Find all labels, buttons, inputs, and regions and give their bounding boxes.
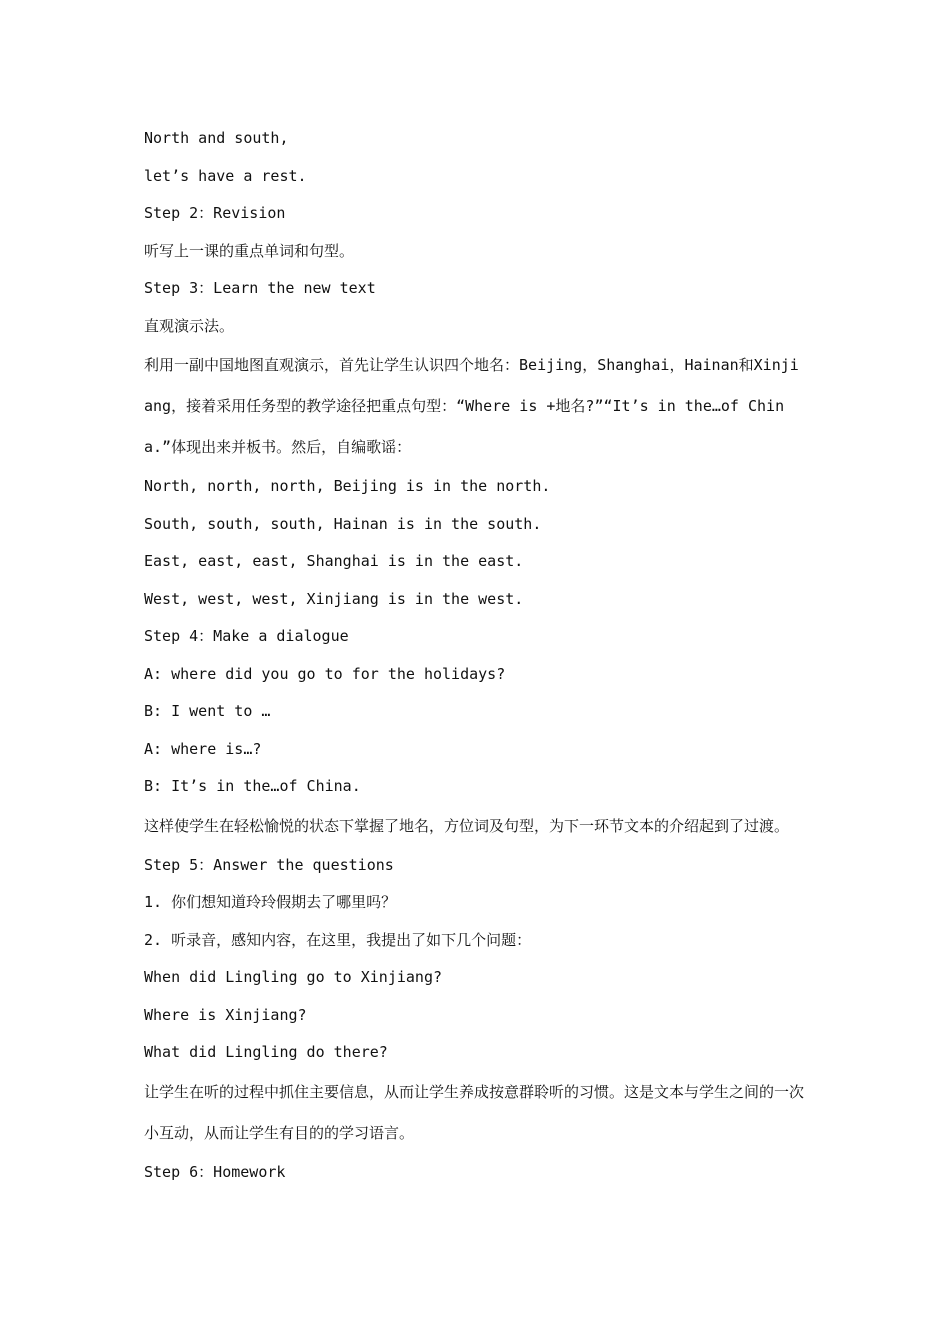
paragraph: 让学生在听的过程中抓住主要信息，从而让学生养成按意群聆听的习惯。这是文本与学生之间的一次小互动，从而让学生有目的的学习语言。 <box>144 1082 805 1142</box>
text-line: B: It’s in the…of China. <box>144 777 361 795</box>
text-line: North and south, <box>144 129 289 147</box>
text-line: A: where did you go to for the holidays? <box>144 664 506 683</box>
step-heading: Step 4：Make a dialogue <box>144 627 349 645</box>
paragraph: 这样使学生在轻松愉悦的状态下掌握了地名，方位词及句型，为下一环节文本的介绍起到了过渡。 <box>144 816 790 835</box>
text-line: 听写上一课的重点单词和句型。 <box>144 241 355 260</box>
text-line: B: I went to … <box>144 702 271 720</box>
step-heading: Step 5：Answer the questions <box>144 855 394 874</box>
text-line: A: where is…? <box>144 739 262 758</box>
text-line: West, west, west, Xinjiang is in the west. <box>144 589 524 608</box>
step-heading: Step 3：Learn the new text <box>144 279 376 297</box>
text-line: What did Lingling do there? <box>144 1043 388 1061</box>
step-heading: Step 2：Revision <box>144 204 286 222</box>
text-line: let’s have a rest. <box>144 166 307 185</box>
document-body <box>144 120 824 1191</box>
step-heading: Step 6：Homework <box>144 1162 286 1181</box>
text-line: 1. 你们想知道玲玲假期去了哪里吗？ <box>144 893 397 911</box>
text-line: 直观演示法。 <box>144 316 235 335</box>
paragraph: 利用一副中国地图直观演示，首先让学生认识四个地名：Beijing，Shanghai，Hainan和Xinjiang，接着采用任务型的教学途径把重点句型：“Where is +地名?”“It’s in the…of China.”体现出来并板书。然后，自编歌谣： <box>144 356 799 456</box>
text-line: When did Lingling go to Xinjiang? <box>144 968 443 986</box>
text-line: South, south, south, Hainan is in the south. <box>144 514 542 533</box>
text-line: East, east, east, Shanghai is in the east. <box>144 552 524 570</box>
text-line: 2. 听录音，感知内容，在这里，我提出了如下几个问题： <box>144 930 532 949</box>
text-line: Where is Xinjiang? <box>144 1005 307 1024</box>
text-line: North, north, north, Beijing is in the north. <box>144 477 551 495</box>
